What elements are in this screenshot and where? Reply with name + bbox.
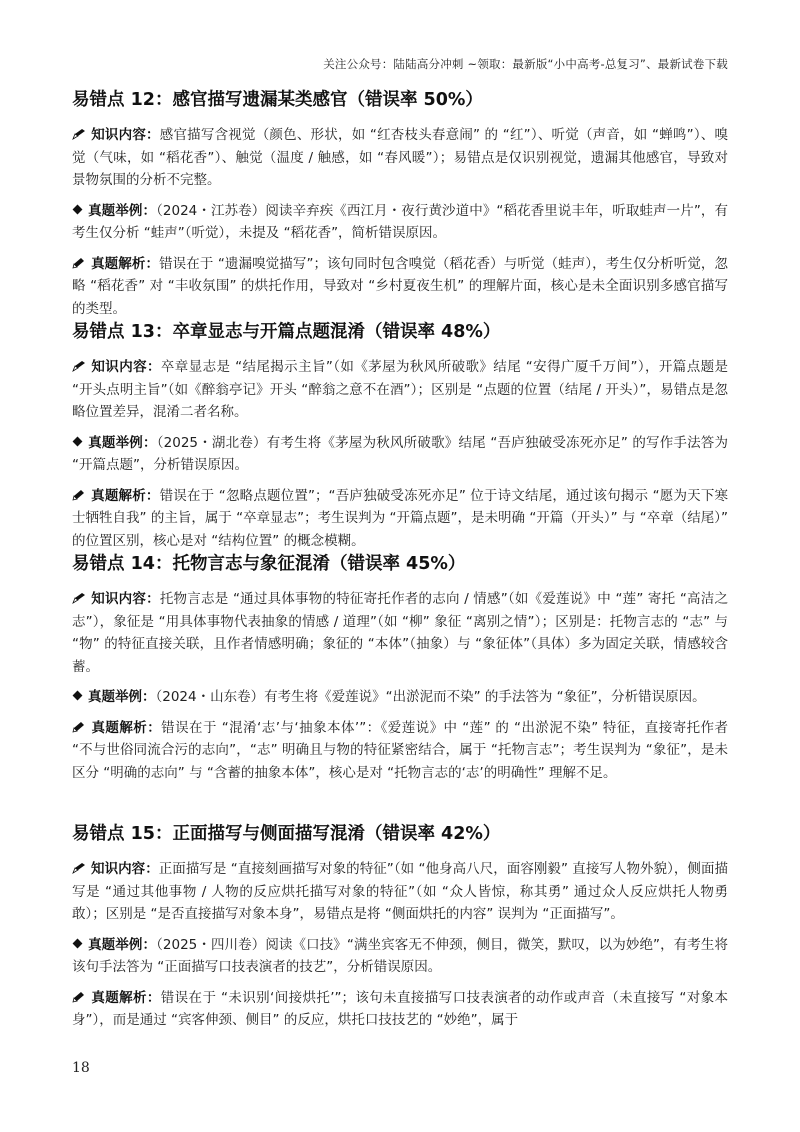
pencil-icon (72, 592, 86, 604)
pencil-icon (72, 360, 86, 372)
pencil-icon (72, 862, 86, 874)
knowledge-text: 托物言志是 “通过具体事物的特征寄托作者的志向 / 情感”（如《爱莲说》中 “莲” 寄托 “高洁之志”），象征是 “用具体事物代表抽象的情感 / 道理”（如 “柳” 象征 “离别之情”）；区别是：托物言志的 “志” 与 “物” 的特征直接关联，且作者情感明确；象征的 “本体”（抽象）与 “象征体”（具体）多为固定关联，情感较含蓄。 (72, 591, 729, 675)
example-text: （2025・湖北卷）有考生将《茅屋为秋风所破歌》结尾 “吾庐独破受冻死亦足” 的写作手法答为 “开篇点题”，分析错误原因。 (72, 434, 729, 473)
knowledge-label: 知识内容： (91, 591, 160, 607)
example-paragraph (72, 686, 728, 709)
diamond-bullet-icon (73, 691, 83, 701)
example-paragraph (72, 432, 728, 477)
analysis-text: 错误在于 “忽略点题位置”；“吾庐独破受冻死亦足” 位于诗文结尾，通过该句揭示 “愿为天下寒士牺牲自我” 的主旨，属于 “卒章显志”；考生误判为 “开篇点题”，是未明确 “开篇（开头）” 与 “卒章（结尾）” 的位置区别，核心是对 “结构位置” 的概念模糊。 (72, 487, 729, 549)
analysis-paragraph (72, 485, 728, 553)
example-text: （2024・江苏卷）阅读辛弃疾《西江月・夜行黄沙道中》“稻花香里说丰年，听取蛙声一片”，有考生仅分析 “蛙声”（听觉），未提及 “稻花香”，简析错误原因。 (72, 202, 728, 241)
knowledge-text: 感官描写含视觉（颜色、形状，如 “红杏枝头春意闹” 的 “红”）、听觉（声音，如 “蝉鸣”）、嗅觉（气味，如 “稻花香”）、触觉（温度 / 触感，如 “春风暖”）；易错点是仅识别视觉，遗漏其他感官，导致对景物氛围的分析不完整。 (72, 127, 728, 188)
analysis-paragraph (72, 253, 728, 321)
example-text: （2024・山东卷）有考生将《爱莲说》“出淤泥而不染” 的手法答为 “象征”，分析错误原因。 (155, 689, 706, 705)
diamond-bullet-icon (73, 436, 83, 446)
pencil-icon (72, 128, 86, 140)
analysis-text: 错误在于 “遗漏嗅觉描写”；该句同时包含嗅觉（稻花香）与听觉（蛙声），考生仅分析听觉，忽略 “稻花香” 对 “丰收氛围” 的烘托作用，导致对 “乡村夏夜生机” 的理解片面，核心是未全面识别多感官描写的类型。 (72, 255, 729, 317)
analysis-label: 真题解析： (91, 487, 160, 504)
knowledge-paragraph (72, 124, 728, 192)
pen-icon (72, 489, 86, 501)
example-text: （2025・四川卷）阅读《口技》“满坐宾客无不伸颈，侧目，微笑，默叹，以为妙绝”，有考生将该句手法答为 “正面描写口技表演者的技艺”，分析错误原因。 (72, 936, 728, 975)
analysis-label: 真题解析： (91, 719, 162, 736)
section-title: 易错点 15：正面描写与侧面描写混淆（错误率 42%） (72, 824, 501, 844)
page-number: 18 (72, 1060, 90, 1076)
example-label: 真题举例： (88, 936, 157, 953)
example-label: 真题举例： (88, 689, 156, 705)
example-label: 真题举例： (88, 434, 157, 451)
knowledge-paragraph (72, 356, 728, 424)
pen-icon (72, 721, 86, 733)
example-paragraph (72, 200, 728, 245)
knowledge-paragraph (72, 858, 728, 926)
page-header: 关注公众号：陆陆高分冲刺 ~领取：最新版“小中高考-总复习”、最新试卷下载 (323, 57, 728, 71)
section-14 (72, 552, 728, 784)
analysis-label: 真题解析： (91, 255, 160, 272)
pen-icon (72, 991, 86, 1003)
knowledge-text: 卒章显志是 “结尾揭示主旨”（如《茅屋为秋风所破歌》结尾 “安得广厦千万间”），开篇点题是 “开头点明主旨”（如《醉翁亭记》开头 “醉翁之意不在酒”）；区别是 “点题的位置（结尾 / 开头）”，易错点是忽略位置差异，混淆二者名称。 (72, 359, 729, 420)
section-15 (72, 822, 728, 1032)
section-12 (72, 88, 728, 320)
analysis-paragraph (72, 717, 728, 785)
example-label: 真题举例： (88, 202, 157, 219)
analysis-text: 错误在于 “未识别‘间接烘托’”；该句未直接描写口技表演者的动作或声音（未直接写 “对象本身”），而是通过 “宾客伸颈、侧目” 的反应，烘托口技技艺的 “妙绝”，属于 (72, 989, 728, 1028)
analysis-paragraph (72, 987, 728, 1032)
knowledge-label: 知识内容： (91, 127, 160, 143)
section-13 (72, 320, 728, 552)
diamond-bullet-icon (73, 204, 83, 214)
knowledge-paragraph (72, 588, 728, 678)
diamond-bullet-icon (73, 938, 83, 948)
knowledge-label: 知识内容： (91, 359, 161, 375)
example-paragraph (72, 934, 728, 979)
section-title: 易错点 12：感官描写遗漏某类感官（错误率 50%） (72, 90, 483, 110)
analysis-label: 真题解析： (91, 989, 161, 1006)
section-title: 易错点 14：托物言志与象征混淆（错误率 45%） (72, 554, 466, 574)
knowledge-text: 正面描写是 “直接刻画描写对象的特征”（如 “他身高八尺，面容刚毅” 直接写人物外貌），侧面描写是 “通过其他事物 / 人物的反应烘托描写对象的特征”（如 “众人皆惊，称其勇” 通过众人反应烘托人物勇敢）；区别是 “是否直接描写对象本身”，易错点是将 “侧面烘托的内容” 误判为 “正面描写”。 (72, 861, 729, 922)
knowledge-label: 知识内容： (91, 861, 159, 877)
analysis-text: 错误在于 “混淆‘志’与‘抽象本体’”：《爱莲说》中 “莲” 的 “出淤泥不染” 特征，直接寄托作者 “不与世俗同流合污的志向”，“志” 明确且与物的特征紧密结合，属于 “托物言志”；考生误判为 “象征”，是未区分 “明确的志向” 与 “含蓄的抽象本体”，核心是对 “托物言志的‘志’的明确性” 理解不足。 (72, 719, 728, 781)
section-title: 易错点 13：卒章显志与开篇点题混淆（错误率 48%） (72, 322, 501, 342)
pen-icon (72, 257, 86, 269)
